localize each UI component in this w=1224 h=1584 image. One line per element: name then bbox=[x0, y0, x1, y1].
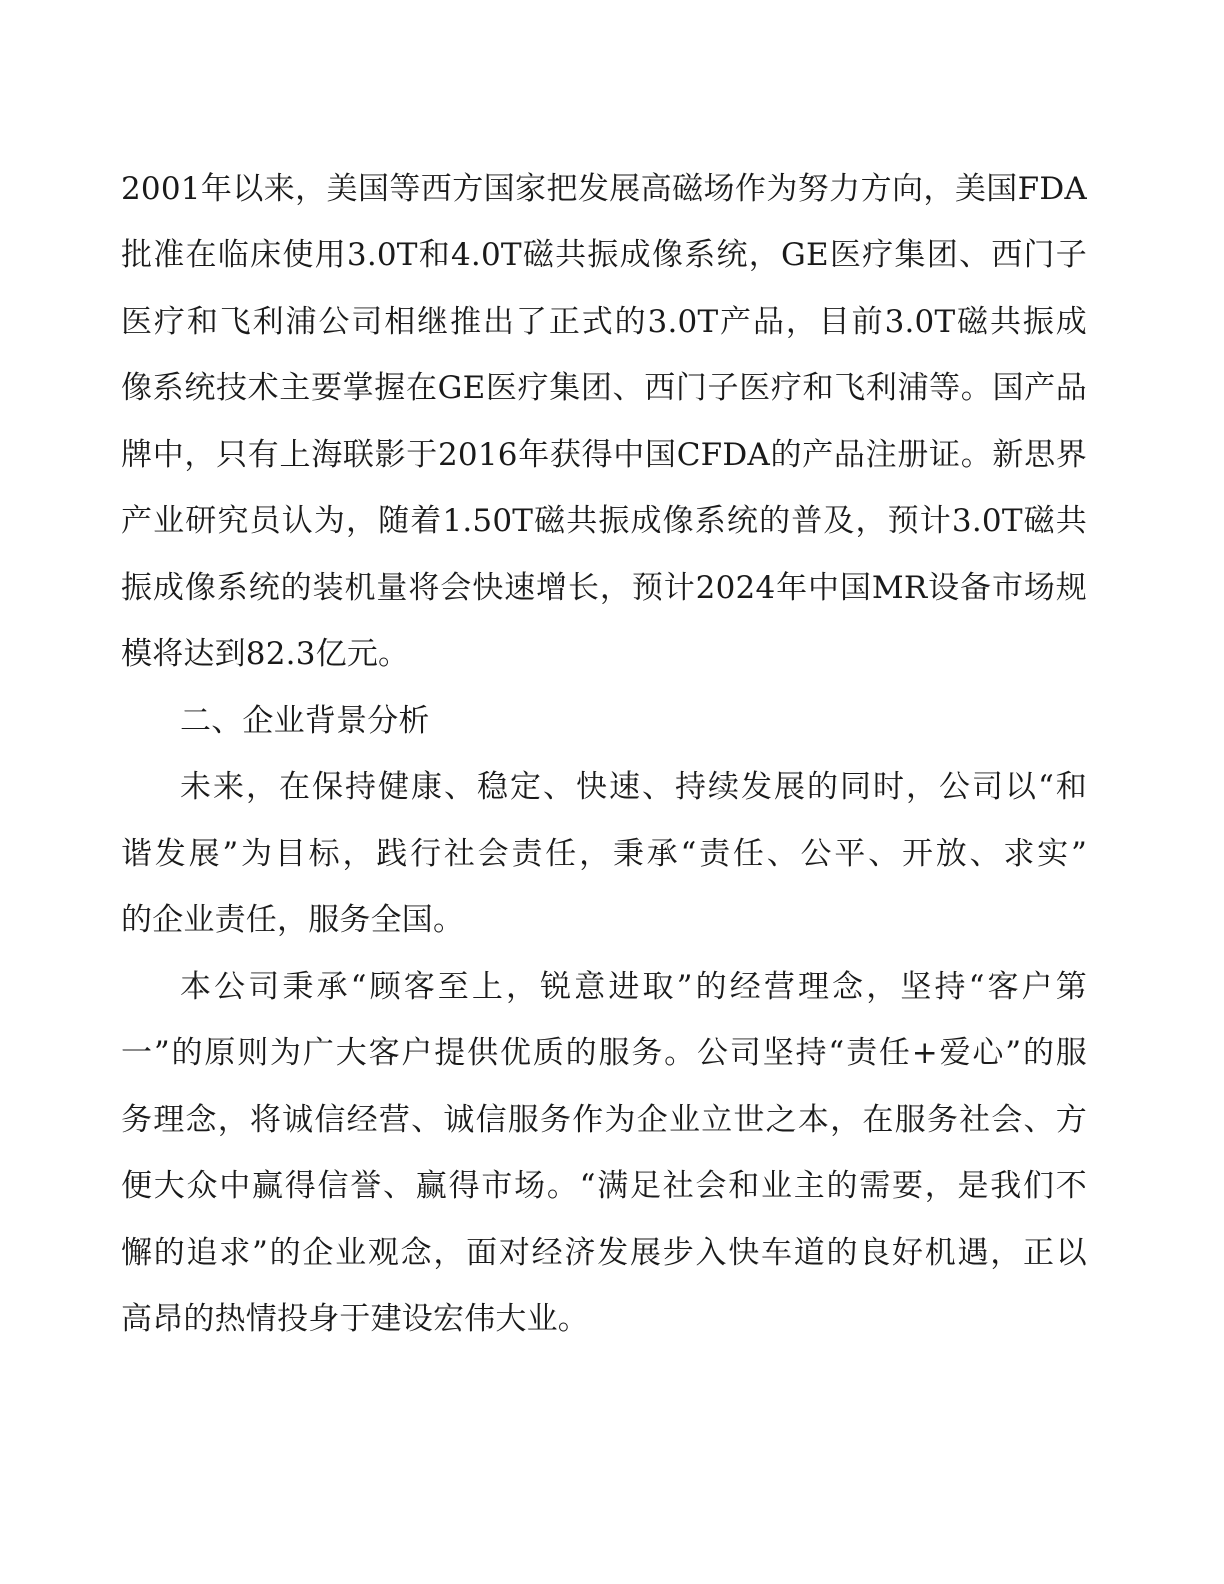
paragraph-2-line-3: 的企业责任，服务全国。 bbox=[121, 902, 465, 938]
paragraph-1-line-1: 2001年以来，美国等西方国家把发展高磁场作为努力方向，美国FDA bbox=[121, 171, 1087, 207]
section-heading: 二、企业背景分析 bbox=[180, 703, 430, 739]
paragraph-1-line-4: 像系统技术主要掌握在GE医疗集团、西门子医疗和飞利浦等。国产品 bbox=[121, 370, 1087, 406]
paragraph-3-line-6: 高昂的热情投身于建设宏伟大业。 bbox=[121, 1301, 589, 1337]
paragraph-2-line-2: 谐发展”为目标，践行社会责任，秉承“责任、公平、开放、求实” bbox=[121, 836, 1087, 872]
paragraph-1-line-3: 医疗和飞利浦公司相继推出了正式的3.0T产品，目前3.0T磁共振成 bbox=[121, 304, 1087, 340]
paragraph-3-line-1: 本公司秉承“顾客至上，锐意进取”的经营理念，坚持“客户第 bbox=[180, 969, 1087, 1005]
paragraph-1-line-5: 牌中，只有上海联影于2016年获得中国CFDA的产品注册证。新思界 bbox=[121, 437, 1087, 473]
paragraph-1-line-8: 模将达到82.3亿元。 bbox=[121, 636, 410, 672]
paragraph-3-line-3: 务理念，将诚信经营、诚信服务作为企业立世之本，在服务社会、方 bbox=[121, 1102, 1087, 1138]
paragraph-2-line-1: 未来，在保持健康、稳定、快速、持续发展的同时，公司以“和 bbox=[180, 769, 1087, 805]
paragraph-3-line-5: 懈的追求”的企业观念，面对经济发展步入快车道的良好机遇，正以 bbox=[121, 1235, 1087, 1271]
paragraph-1-line-2: 批准在临床使用3.0T和4.0T磁共振成像系统，GE医疗集团、西门子 bbox=[121, 237, 1087, 273]
paragraph-3-line-4: 便大众中赢得信誉、赢得市场。“满足社会和业主的需要，是我们不 bbox=[121, 1168, 1087, 1204]
paragraph-3-line-2: 一”的原则为广大客户提供优质的服务。公司坚持“责任+爱心”的服 bbox=[121, 1035, 1087, 1071]
paragraph-1-line-7: 振成像系统的装机量将会快速增长，预计2024年中国MR设备市场规 bbox=[121, 570, 1087, 606]
paragraph-1-line-6: 产业研究员认为，随着1.50T磁共振成像系统的普及，预计3.0T磁共 bbox=[121, 503, 1087, 539]
